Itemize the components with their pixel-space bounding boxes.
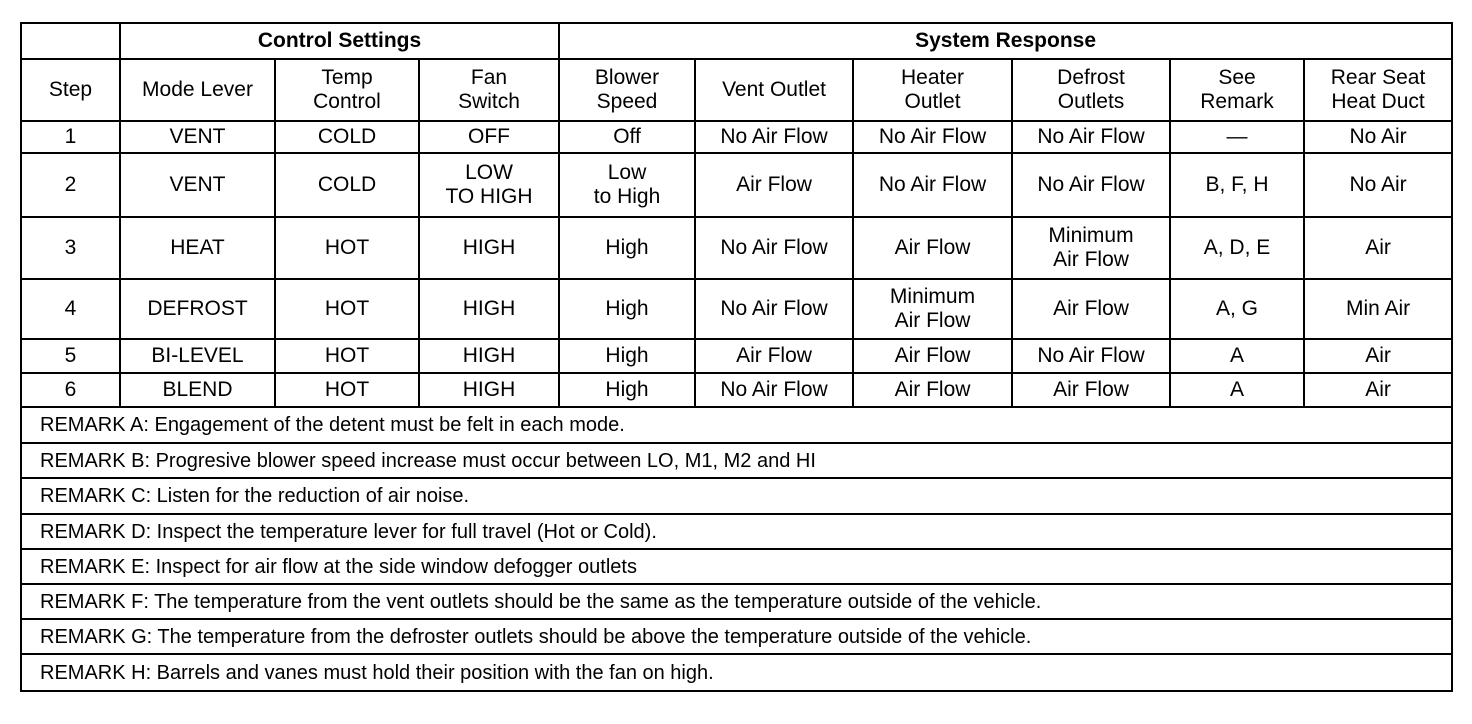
- remark-row: [21, 549, 1452, 584]
- remark-text: REMARK C: Listen for the reduction of air noise.: [21, 478, 1452, 514]
- table-cell: High: [559, 339, 695, 373]
- remark-row: [21, 443, 1452, 478]
- column-header: Rear Seat Heat Duct: [1304, 59, 1452, 121]
- table-cell: No Air Flow: [1012, 339, 1170, 373]
- table-cell: Air Flow: [853, 217, 1012, 279]
- table-cell: Off: [559, 121, 695, 153]
- table-cell: A, D, E: [1170, 217, 1304, 279]
- column-header: Fan Switch: [419, 59, 559, 121]
- table-cell: 6: [21, 373, 120, 407]
- remark-row: [21, 478, 1452, 514]
- group-header-row: [21, 23, 1452, 59]
- table-cell: COLD: [275, 153, 419, 217]
- column-header: Vent Outlet: [695, 59, 853, 121]
- table-cell: 1: [21, 121, 120, 153]
- table-cell: Air Flow: [853, 373, 1012, 407]
- table-cell: Air: [1304, 217, 1452, 279]
- table-row: [21, 121, 1452, 153]
- hvac-test-table: [20, 22, 1453, 692]
- table-cell: —: [1170, 121, 1304, 153]
- table-cell: HIGH: [419, 373, 559, 407]
- table-row: [21, 373, 1452, 407]
- column-header-row: [21, 59, 1452, 121]
- table-cell: No Air Flow: [695, 217, 853, 279]
- table-cell: No Air Flow: [853, 121, 1012, 153]
- system-response-header: System Response: [559, 23, 1452, 59]
- remark-text: REMARK G: The temperature from the defroster outlets should be above the temperature outside of the vehicle.: [21, 619, 1452, 654]
- remark-row: [21, 654, 1452, 691]
- table-cell: HEAT: [120, 217, 275, 279]
- table-cell: HOT: [275, 279, 419, 339]
- remark-text: REMARK H: Barrels and vanes must hold their position with the fan on high.: [21, 654, 1452, 691]
- remark-text: REMARK A: Engagement of the detent must be felt in each mode.: [21, 407, 1452, 443]
- table-cell: Minimum Air Flow: [853, 279, 1012, 339]
- table-cell: DEFROST: [120, 279, 275, 339]
- table-cell: No Air Flow: [695, 121, 853, 153]
- table-cell: Air: [1304, 373, 1452, 407]
- table-cell: No Air Flow: [1012, 153, 1170, 217]
- blank-header-cell: [21, 23, 120, 59]
- table-cell: LOW TO HIGH: [419, 153, 559, 217]
- table-cell: 5: [21, 339, 120, 373]
- table-cell: BI-LEVEL: [120, 339, 275, 373]
- table-cell: VENT: [120, 153, 275, 217]
- remark-row: [21, 584, 1452, 619]
- table-cell: Low to High: [559, 153, 695, 217]
- table-cell: 4: [21, 279, 120, 339]
- column-header: Mode Lever: [120, 59, 275, 121]
- column-header: Defrost Outlets: [1012, 59, 1170, 121]
- table-cell: High: [559, 217, 695, 279]
- table-cell: A: [1170, 373, 1304, 407]
- table-cell: Min Air: [1304, 279, 1452, 339]
- remark-row: [21, 514, 1452, 549]
- table-cell: Air: [1304, 339, 1452, 373]
- table-cell: HIGH: [419, 217, 559, 279]
- table-cell: Air Flow: [1012, 373, 1170, 407]
- table-cell: No Air: [1304, 153, 1452, 217]
- column-header: See Remark: [1170, 59, 1304, 121]
- table-cell: Air Flow: [853, 339, 1012, 373]
- table-cell: A: [1170, 339, 1304, 373]
- table-cell: No Air: [1304, 121, 1452, 153]
- table-cell: High: [559, 373, 695, 407]
- table-row: [21, 153, 1452, 217]
- column-header: Temp Control: [275, 59, 419, 121]
- table-cell: No Air Flow: [695, 373, 853, 407]
- table-cell: 3: [21, 217, 120, 279]
- table-cell: Minimum Air Flow: [1012, 217, 1170, 279]
- table-cell: HOT: [275, 217, 419, 279]
- table-cell: HOT: [275, 373, 419, 407]
- remark-text: REMARK F: The temperature from the vent outlets should be the same as the temperature outside of the vehicle.: [21, 584, 1452, 619]
- table-cell: HOT: [275, 339, 419, 373]
- control-settings-header: Control Settings: [120, 23, 559, 59]
- table-cell: COLD: [275, 121, 419, 153]
- table-cell: HIGH: [419, 279, 559, 339]
- table-cell: BLEND: [120, 373, 275, 407]
- column-header: Blower Speed: [559, 59, 695, 121]
- remark-text: REMARK B: Progresive blower speed increase must occur between LO, M1, M2 and HI: [21, 443, 1452, 478]
- remark-row: [21, 407, 1452, 443]
- table-cell: High: [559, 279, 695, 339]
- table-cell: B, F, H: [1170, 153, 1304, 217]
- remark-row: [21, 619, 1452, 654]
- table-cell: Air Flow: [695, 153, 853, 217]
- table-row: [21, 217, 1452, 279]
- table-cell: Air Flow: [695, 339, 853, 373]
- table-row: [21, 279, 1452, 339]
- table-cell: No Air Flow: [695, 279, 853, 339]
- table-cell: A, G: [1170, 279, 1304, 339]
- remark-text: REMARK D: Inspect the temperature lever for full travel (Hot or Cold).: [21, 514, 1452, 549]
- column-header: Step: [21, 59, 120, 121]
- table-row: [21, 339, 1452, 373]
- table-cell: HIGH: [419, 339, 559, 373]
- table-cell: Air Flow: [1012, 279, 1170, 339]
- column-header: Heater Outlet: [853, 59, 1012, 121]
- table-cell: No Air Flow: [1012, 121, 1170, 153]
- remark-text: REMARK E: Inspect for air flow at the side window defogger outlets: [21, 549, 1452, 584]
- table-cell: OFF: [419, 121, 559, 153]
- table-cell: 2: [21, 153, 120, 217]
- table-cell: No Air Flow: [853, 153, 1012, 217]
- table-cell: VENT: [120, 121, 275, 153]
